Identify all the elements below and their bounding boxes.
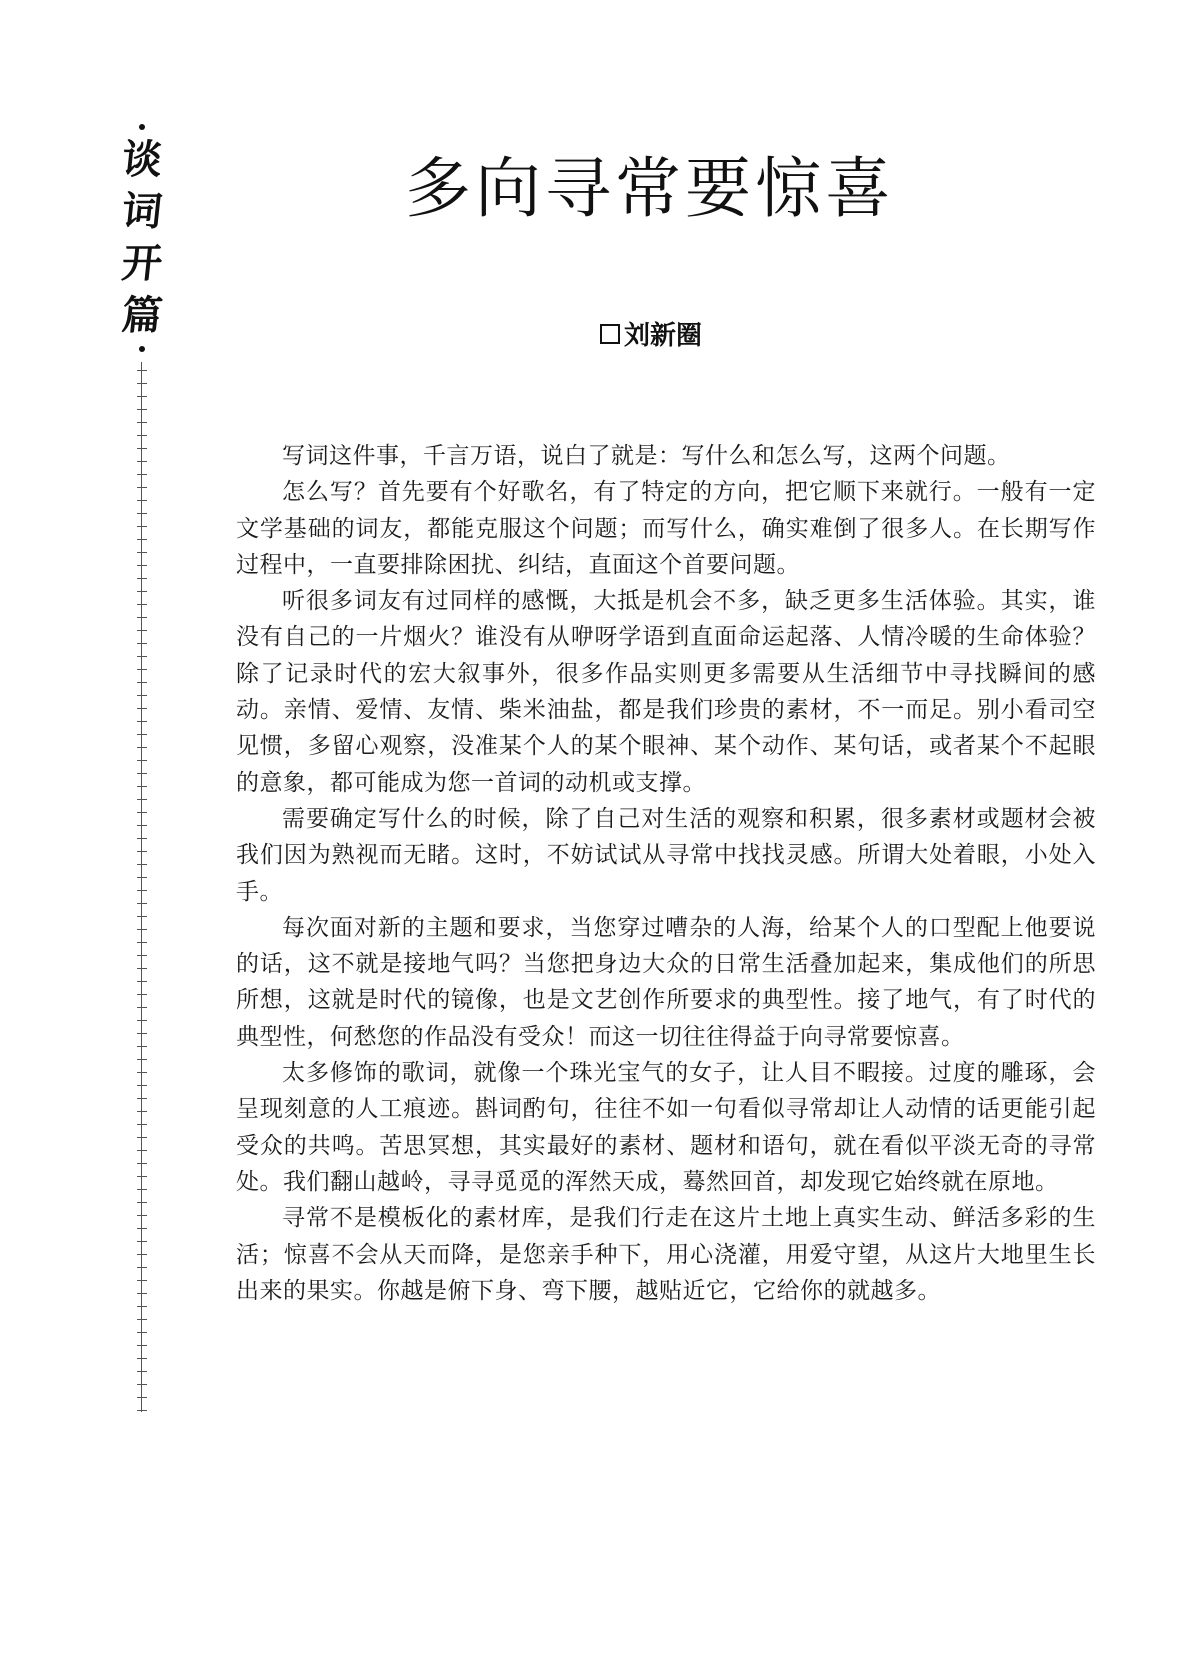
section-char: 词 [119,189,165,235]
article-title: 多向寻常要惊喜 [405,150,895,227]
author-line [600,315,702,352]
dot-icon [139,124,145,130]
paragraph: 寻常不是模板化的素材库，是我们行走在这片土地上真实生动、鲜活多彩的生活；惊喜不会从天而降，是您亲手种下，用心浇灌，用爱守望，从这片大地里生长出来的果实。你越是俯下身、弯下腰，越贴近它，它给你的就越多。 [236,1205,1096,1304]
author-name: 刘新圈 [624,321,703,351]
decorative-tick-rule [136,362,148,1412]
paragraph: 每次面对新的主题和要求，当您穿过嘈杂的人海，给某个人的口型配上他要说的话，这不就是接地气吗？当您把身边大众的日常生活叠加起来，集成他们的所思所想，这就是时代的镜像，也是文艺创作所要求的典型性。接了地气，有了时代的典型性，何愁您的作品没有受众！而这一切往往得益于向寻常要惊喜。 [236,914,1096,1050]
square-bullet-icon [600,324,620,344]
paragraph: 听很多词友有过同样的感慨，大抵是机会不多，缺乏更多生活体验。其实，谁没有自己的一片烟火？谁没有从咿呀学语到直面命运起落、人情冷暖的生命体验？除了记录时代的宏大叙事外，很多作品实则更多需要从生活细节中寻找瞬间的感动。亲情、爱情、友情、柴米油盐，都是我们珍贵的素材，不一而足。别小看司空见惯，多留心观察，没准某个人的某个眼神、某个动作、某句话，或者某个不起眼的意象，都可能成为您一首词的动机或支撑。 [236,588,1096,796]
paragraph: 太多修饰的歌词，就像一个珠光宝气的女子，让人目不暇接。过度的雕琢，会呈现刻意的人工痕迹。斟词酌句，往往不如一句看似寻常却让人动情的话更能引起受众的共鸣。苦思冥想，其实最好的素材、题材和语句，就在看似平淡无奇的寻常处。我们翻山越岭，寻寻觅觅的浑然天成，蓦然回首，却发现它始终就在原地。 [236,1060,1096,1195]
paragraph: 写词这件事，千言万语，说白了就是：写什么和怎么写，这两个问题。 [282,443,1011,469]
section-label [118,120,166,1412]
paragraph: 需要确定写什么的时候，除了自己对生活的观察和积累，很多素材或题材会被我们因为熟视而无睹。这时，不妨试试从寻常中找找灵感。所谓大处着眼，小处入手。 [236,805,1096,905]
dot-icon [139,346,145,352]
section-char: 开 [119,241,165,287]
section-char: 谈 [119,137,165,183]
section-char: 篇 [119,293,165,339]
article-body [236,438,1096,1309]
paragraph: 怎么写？首先要有个好歌名，有了特定的方向，把它顺下来就行。一般有一定文学基础的词友，都能克服这个问题；而写什么，确实难倒了很多人。在长期写作过程中，一直要排除困扰、纠结，直面这个首要问题。 [236,479,1096,578]
